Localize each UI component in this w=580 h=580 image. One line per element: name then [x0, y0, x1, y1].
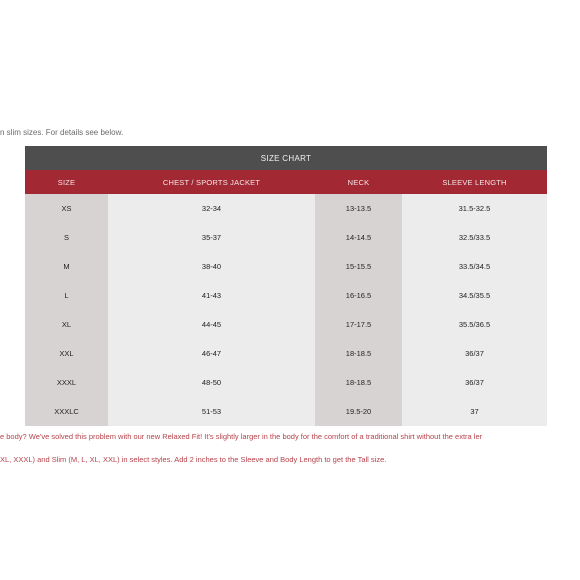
cell-size: XL	[61, 320, 72, 329]
cell-size: XS	[61, 204, 72, 213]
cell-neck: 18-18.5	[345, 378, 372, 387]
size-chart-table	[25, 146, 547, 426]
cell-sleeve: 36/37	[465, 378, 484, 387]
header-chest: CHEST / SPORTS JACKET	[162, 177, 261, 187]
cell-size: XXXLC	[54, 407, 79, 416]
cell-sleeve: 37	[470, 407, 479, 416]
cell-sleeve: 36/37	[465, 349, 484, 358]
cell-chest: 44-45	[201, 320, 222, 329]
tall-size-note: XL, XXXL) and Slim (M, L, XL, XXL) in select styles. Add 2 inches to the Sleeve and Body Length to get the Tall size.	[0, 455, 387, 464]
cell-size: S	[63, 233, 69, 242]
cell-neck: 18-18.5	[345, 349, 372, 358]
cell-size: L	[64, 291, 69, 300]
cell-size: M	[63, 262, 70, 271]
cell-sleeve: 35.5/36.5	[458, 320, 491, 329]
cell-neck: 16-16.5	[345, 291, 372, 300]
intro-text: n slim sizes. For details see below.	[0, 128, 124, 137]
cell-chest: 35-37	[201, 233, 222, 242]
cell-chest: 51-53	[201, 407, 222, 416]
size-chart-title: SIZE CHART	[25, 146, 547, 170]
cell-neck: 19.5-20	[345, 407, 372, 416]
cell-size: XXL	[59, 349, 74, 358]
cell-neck: 17-17.5	[345, 320, 372, 329]
cell-sleeve: 33.5/34.5	[458, 262, 491, 271]
cell-sleeve: 31.5-32.5	[458, 204, 491, 213]
cell-sleeve: 32.5/33.5	[458, 233, 491, 242]
header-neck: NECK	[347, 177, 370, 187]
cell-neck: 13-13.5	[345, 204, 372, 213]
cell-sleeve: 34.5/35.5	[458, 291, 491, 300]
cell-chest: 41-43	[201, 291, 222, 300]
cell-chest: 38-40	[201, 262, 222, 271]
cell-size: XXXL	[56, 378, 77, 387]
cell-neck: 14-14.5	[345, 233, 372, 242]
relaxed-fit-note: e body? We've solved this problem with our new Relaxed Fit! It's slightly larger in the body for the comfort of a traditional shirt without the extra ler	[0, 432, 483, 441]
cell-chest: 46-47	[201, 349, 222, 358]
header-sleeve-length: SLEEVE LENGTH	[442, 177, 507, 187]
header-size: SIZE	[57, 177, 76, 187]
size-chart-header-row	[25, 170, 547, 194]
cell-neck: 15-15.5	[345, 262, 372, 271]
cell-chest: 32-34	[201, 204, 222, 213]
cell-chest: 48-50	[201, 378, 222, 387]
